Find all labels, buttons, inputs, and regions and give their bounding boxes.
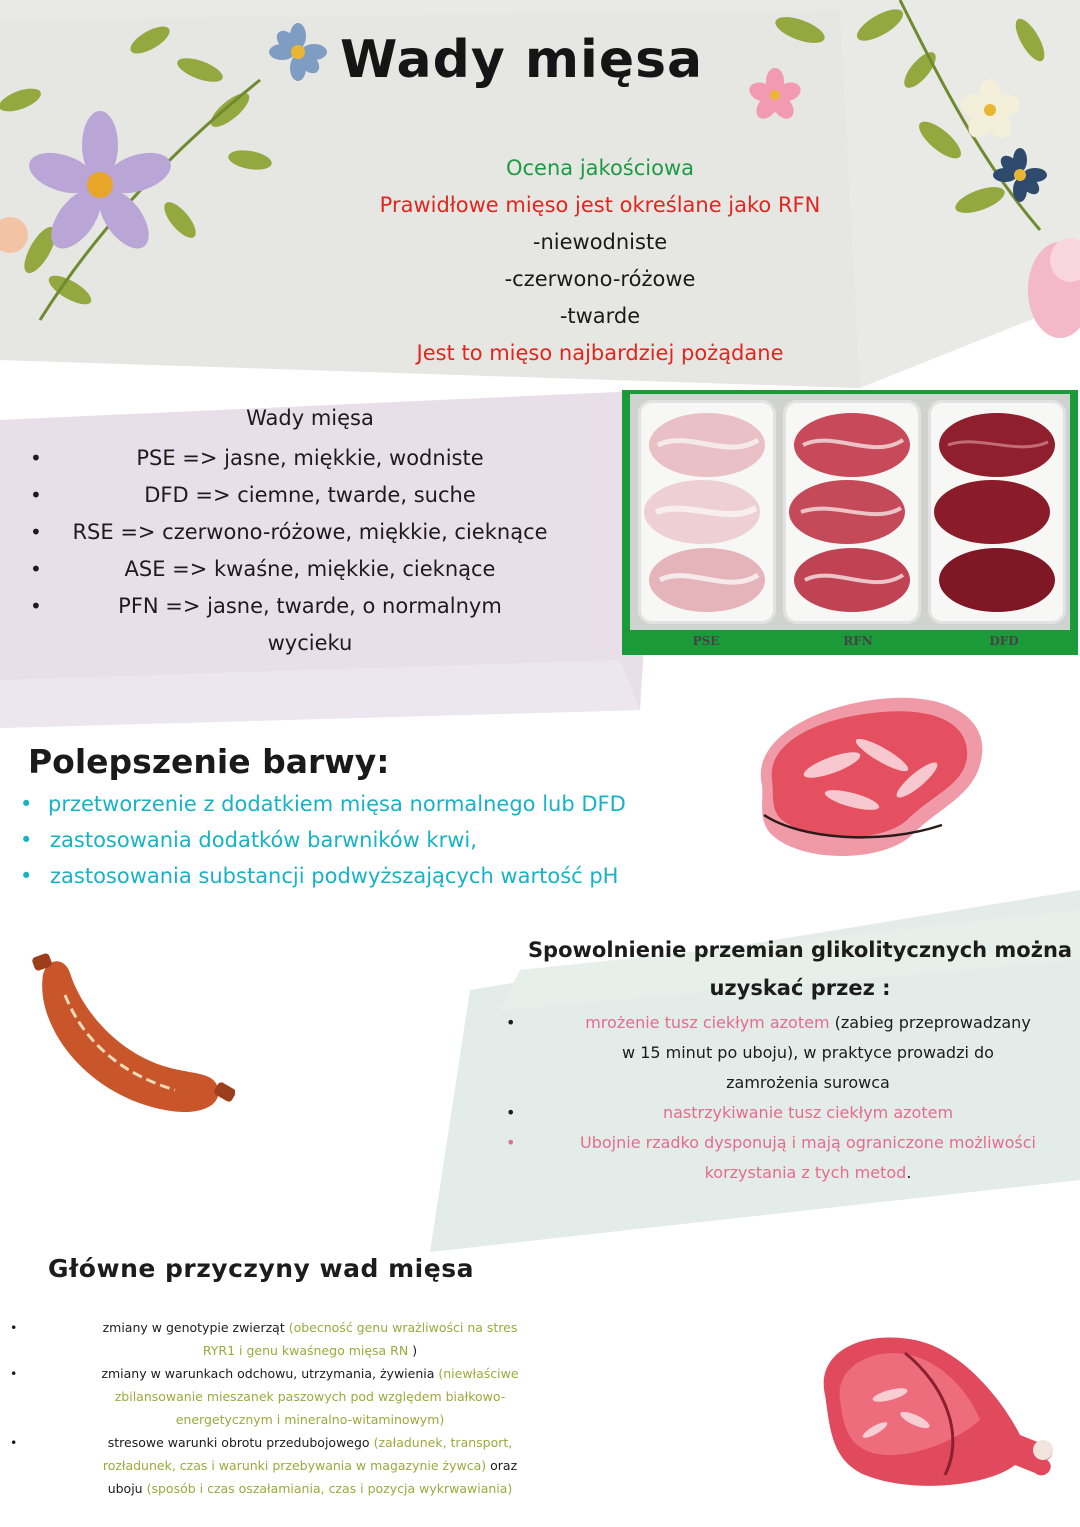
cause-text: zmiany w genotypie zwierząt (102, 1320, 285, 1335)
cause-text: zmiany w warunkach odchowu, utrzymania, żywienia (101, 1366, 435, 1381)
trait-line: -czerwono-różowe (504, 267, 696, 291)
limits-text: Ubojnie rzadko dysponują i mają ograniczone możliwości (580, 1133, 1036, 1152)
cause-detail: zbilansowanie mieszanek paszowych pod względem białkowo- (114, 1389, 506, 1404)
trait-line: -niewodniste (532, 230, 668, 254)
steak-illustration (742, 685, 992, 865)
list-item (20, 786, 626, 822)
glycolysis-list (500, 1008, 1080, 1188)
causes-heading: Główne przyczyny wad mięsa (48, 1254, 474, 1283)
color-improvement-list (20, 786, 626, 894)
cause-text: stresowe warunki obrotu przedubojowego (107, 1435, 370, 1450)
list-item: • PFN => jasne, twarde, o normalnym (30, 594, 502, 618)
cause-detail: RYR1 i genu kwaśnego mięsa RN (202, 1343, 409, 1358)
list-item: • RSE => czerwono-różowe, miękkie, cieknące (30, 520, 548, 544)
defect-text: RSE => czerwono-różowe, miękkie, cieknące (72, 520, 548, 544)
floral-decoration-left (0, 0, 300, 340)
list-item: • zmiany w warunkach odchowu, utrzymania, żywienia (niewłaściwe zbilansowanie mieszanek paszowych pod względem białkowo- energetycznym i mineralno-witaminowym) (10, 1366, 519, 1427)
list-item (20, 858, 626, 894)
causes-list (10, 1316, 570, 1500)
tray-pse (638, 400, 776, 624)
cause-detail: energetycznym i mineralno-witaminowym) (175, 1412, 445, 1427)
defect-text: wycieku (267, 631, 353, 655)
glycolysis-heading-line: uzyskać przez : (709, 976, 891, 1000)
limits-end: . (906, 1163, 912, 1182)
list-item: • ASE => kwaśne, miękkie, cieknące (30, 557, 496, 581)
list-item-text: zastosowania substancji podwyższających wartość pH (50, 864, 619, 888)
cause-text: oraz (490, 1458, 518, 1473)
defect-text: PFN => jasne, twarde, o normalnym (118, 594, 502, 618)
trait-line: -twarde (559, 304, 641, 328)
sausage-illustration (25, 945, 235, 1130)
list-item-continuation (20, 625, 600, 662)
defects-list (20, 440, 600, 662)
list-item: • DFD => ciemne, twarde, suche (30, 483, 476, 507)
list-item: • zmiany w genotypie zwierząt (obecność genu wrażliwości na stres RYR1 i genu kwaśnego mięsa RN ) (10, 1320, 518, 1358)
quality-heading: Ocena jakościowa (505, 156, 695, 180)
list-item-text: przetworzenie z dodatkiem mięsa normalnego lub DFD (48, 792, 626, 816)
blue-flower-icon (268, 22, 328, 82)
freezing-text: w 15 minut po uboju), w praktyce prowadzi do (622, 1043, 994, 1062)
page-title: Wady mięsa (340, 30, 704, 90)
cause-detail: (załadunek, transport, (373, 1435, 513, 1450)
photo-caption: RFN (843, 634, 873, 648)
photo-caption: PSE (692, 634, 720, 648)
rfn-intro: Prawidłowe mięso jest określane jako RFN (379, 193, 821, 217)
tray-rfn (783, 400, 921, 624)
list-item: • nastrzykiwanie tusz ciekłym azotem (506, 1103, 954, 1122)
cause-detail: (niewłaściwe (438, 1366, 519, 1381)
freezing-text: zamrożenia surowca (726, 1073, 890, 1092)
cause-text: ) (412, 1343, 418, 1358)
limits-text: korzystania z tych metod (704, 1163, 907, 1182)
cause-text: uboju (107, 1481, 143, 1496)
list-item (20, 822, 626, 858)
cause-detail: rozładunek, czas i warunki przebywania w magazynie żywca) (102, 1458, 487, 1473)
meat-comparison-photo (622, 390, 1078, 655)
glycolysis-heading (520, 931, 1080, 1007)
defect-text: PSE => jasne, miękkie, wodniste (136, 446, 484, 470)
freezing-highlight: mrożenie tusz ciekłym azotem (585, 1013, 830, 1032)
list-item: • stresowe warunki obrotu przedubojowego (załadunek, transport, rozładunek, czas i warunki przebywania w magazynie żywca) oraz uboju (sposób i czas oszałamiania, czas i pozycja wykrwawiania) (10, 1435, 518, 1496)
defect-text: ASE => kwaśne, miękkie, cieknące (124, 557, 496, 581)
cause-detail: (sposób i czas oszałamiania, czas i pozycja wykrwawiania) (146, 1481, 513, 1496)
color-improvement-heading: Polepszenie barwy: (28, 742, 390, 781)
freezing-text: (zabieg przeprowadzany (834, 1013, 1031, 1032)
list-item: • mrożenie tusz ciekłym azotem (zabieg przeprowadzany w 15 minut po uboju), w praktyce prowadzi do zamrożenia surowca (506, 1013, 1031, 1092)
defect-text: DFD => ciemne, twarde, suche (144, 483, 476, 507)
list-item-text: zastosowania dodatków barwników krwi, (50, 828, 477, 852)
list-item: • Ubojnie rzadko dysponują i mają ograniczone możliwości korzystania z tych metod. (506, 1133, 1036, 1182)
glycolysis-heading-line: Spowolnienie przemian glikolitycznych można (527, 938, 1073, 962)
tray-dfd (928, 400, 1066, 624)
list-item: • PSE => jasne, miękkie, wodniste (30, 446, 484, 470)
defects-heading: Wady mięsa (246, 406, 374, 430)
injection-text: nastrzykiwanie tusz ciekłym azotem (662, 1103, 954, 1122)
photo-caption: DFD (989, 634, 1019, 648)
ham-illustration (795, 1325, 1060, 1500)
cause-detail: (obecność genu wrażliwości na stres (288, 1320, 518, 1335)
desirable-note: Jest to mięso najbardziej pożądane (416, 341, 784, 365)
